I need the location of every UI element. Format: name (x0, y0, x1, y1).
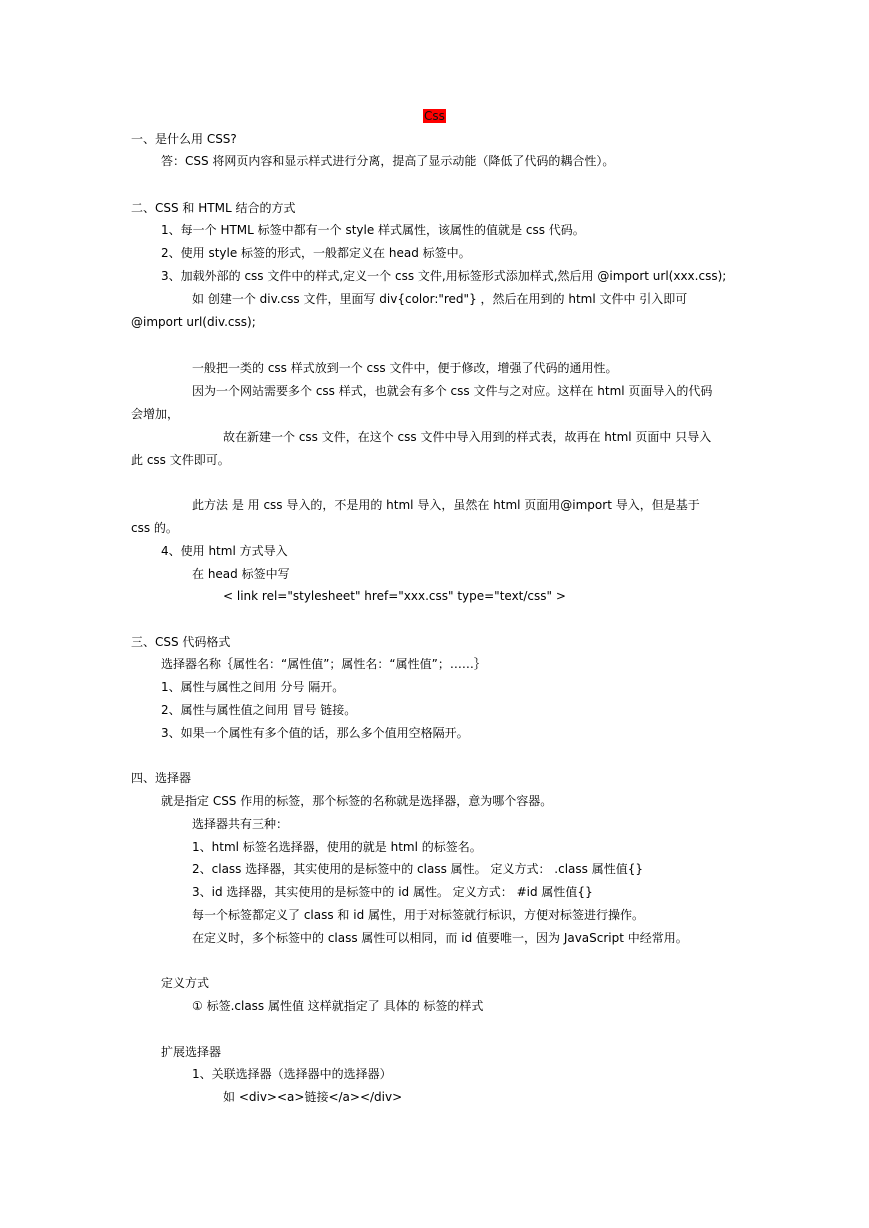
paragraph-line: 1、属性与属性之间用 分号 隔开。 (161, 680, 345, 694)
paragraph-line: 扩展选择器 (161, 1045, 222, 1059)
paragraph-line: 4、使用 html 方式导入 (161, 544, 288, 558)
paragraph-line: 3、如果一个属性有多个值的话，那么多个值用空格隔开。 (161, 726, 469, 740)
section-heading: 三、CSS 代码格式 (131, 635, 231, 649)
paragraph-line: css 的。 (131, 521, 178, 535)
paragraph-line: @import url(div.css); (131, 315, 256, 329)
paragraph-line: 就是指定 CSS 作用的标签，那个标签的名称就是选择器，意为哪个容器。 (161, 794, 553, 808)
paragraph-line: 故在新建一个 css 文件，在这个 css 文件中导入用到的样式表，故再在 html 页面中 只导入 (223, 430, 712, 444)
paragraph-line: 2、class 选择器，其实使用的是标签中的 class 属性。 定义方式： .class 属性值{} (192, 862, 643, 876)
section-heading: 二、CSS 和 HTML 结合的方式 (131, 201, 296, 215)
paragraph-line: 在定义时，多个标签中的 class 属性可以相同，而 id 值要唯一，因为 JavaScript 中经常用。 (192, 931, 688, 945)
paragraph-line: 每一个标签都定义了 class 和 id 属性，用于对标签就行标识，方便对标签进行操作。 (192, 908, 645, 922)
paragraph-line: 选择器共有三种： (192, 817, 289, 831)
paragraph-line: 答：CSS 将网页内容和显示样式进行分离，提高了显示动能（降低了代码的耦合性）。 (161, 154, 615, 168)
paragraph-line: 如 创建一个 div.css 文件，里面写 div{color:"red"} ，然后在用到的 html 文件中 引入即可 (192, 292, 688, 306)
paragraph-line: 1、每一个 HTML 标签中都有一个 style 样式属性，该属性的值就是 css 代码。 (161, 223, 585, 237)
paragraph-line: 会增加， (131, 407, 180, 421)
document-title: Css (424, 109, 445, 123)
paragraph-line: 一般把一类的 css 样式放到一个 css 文件中，便于修改，增强了代码的通用性。 (192, 361, 618, 375)
paragraph-line: 2、使用 style 标签的形式，一般都定义在 head 标签中。 (161, 246, 471, 260)
code-line: < link rel="stylesheet" href="xxx.css" type="text/css" > (223, 589, 566, 603)
paragraph-line: 2、属性与属性值之间用 冒号 链接。 (161, 703, 357, 717)
paragraph-line: 3、加载外部的 css 文件中的样式,定义一个 css 文件,用标签形式添加样式,然后用 @import url(xxx.css); (161, 269, 727, 283)
paragraph-line: ① 标签.class 属性值 这样就指定了 具体的 标签的样式 (192, 999, 484, 1013)
paragraph-line: 1、关联选择器（选择器中的选择器） (192, 1067, 392, 1081)
section-heading: 四、选择器 (131, 771, 192, 785)
paragraph-line: 此方法 是 用 css 导入的，不是用的 html 导入，虽然在 html 页面用@import 导入，但是基于 (192, 498, 700, 512)
paragraph-line: 此 css 文件即可。 (131, 453, 230, 467)
section-heading: 一、是什么用 CSS? (131, 132, 237, 146)
paragraph-line: 因为一个网站需要多个 css 样式，也就会有多个 css 文件与之对应。这样在 html 页面导入的代码 (192, 384, 713, 398)
paragraph-line: 1、html 标签名选择器，使用的就是 html 的标签名。 (192, 840, 482, 854)
paragraph-line: 选择器名称｛属性名：“属性值”；属性名：“属性值”；……｝ (161, 657, 486, 671)
paragraph-line: 3、id 选择器，其实使用的是标签中的 id 属性。 定义方式： #id 属性值{} (192, 885, 593, 899)
code-line: 如 <div><a>链接</a></div> (223, 1090, 403, 1104)
paragraph-line: 在 head 标签中写 (192, 567, 290, 581)
paragraph-line: 定义方式 (161, 976, 210, 990)
